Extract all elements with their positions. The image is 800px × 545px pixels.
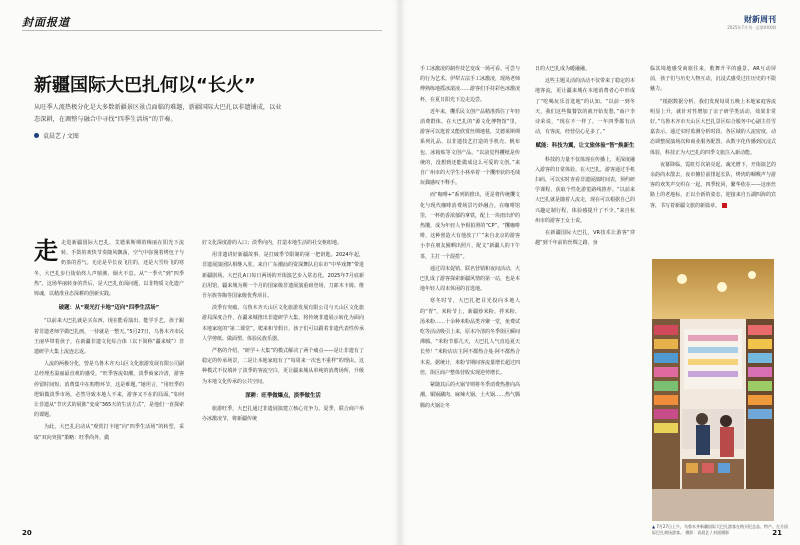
subhead-1: 破题：从“观光打卡地”迈向“四季生活场” — [58, 305, 160, 312]
bazaar-shop-photo — [652, 259, 774, 521]
paragraph: 日的大巴扎成为暖融融。 — [535, 66, 591, 72]
paragraph: 严格的介绍，“研学＋大集”的模式解决了两个痛点——是让非遗有了稳定的传承场景，二是让本地家庭有了“每周来一次也不重样”的理由。这种模式不仅填补了淡季的客流空白，更让疆来城从单纯的消费场所，升级为本地文化传承的公共空间。 — [202, 348, 364, 385]
article-title: 新疆国际大巴扎何以“长火” — [34, 75, 256, 96]
byline — [34, 131, 79, 140]
closing-text: 夜幕降临，霓虹灯次第亮起，魂光增下，开街演艺的余韵尚未散去，夜市摊位前排起长队，烤肉的咽喉声与游客的欢笑声交织在一起。四季轮回，繁华依在——这座丝路上的老地标，正以全新的姿态，迎接来自五湖四海的宾客，书写着新疆文旅的新篇章。 — [650, 161, 776, 209]
magazine-brand — [727, 14, 776, 31]
paragraph: 紧随其后的火锅节则将冬季消费热推向高潮。铜锅涮肉、麻辣火锅、土火锅……热气腾腾的火锅让冬 — [420, 382, 520, 409]
column-5 — [650, 64, 776, 254]
paragraph: 近年来，攫乐民文创产品精准抓住了年轻消费群体。在大巴扎的“源文化博物馆”里，游客可以逛着又能欣赏丝绸地毯，艾德莱斯绸系列礼品、以非遗技艺打造的手机壳、帆布包、冰箱贴等文创产品。“以前觉得攫纸是传统的，没想到还能做成这么可爱的文创。”来自广州市的大学生小林举着一个攫形状的毛绒玩偶感叹不释手。 — [420, 108, 520, 187]
shop-interior-illustration — [652, 259, 774, 521]
end-mark-icon — [722, 203, 727, 208]
section-tag: 封面报道 — [22, 16, 70, 29]
paragraph: 临其境地感受商旅往来，歌舞升平的盛景。AR互动屏前，孩子们与历史人物互动，沉浸式感受过往历史的不限魅力。 — [650, 66, 776, 93]
paragraph: 旅游旺季，大巴扎通过非遗展演建立核心竞争力。夏季，联合商户举办冰激凌节，将新疆传统 — [202, 406, 364, 423]
issue-date: 2025年7月刊 · 总第XXX期 — [727, 25, 776, 30]
paragraph: 科技的力量不仅体现在传播上，更深度融入游客的日常体验。在大巴扎，游客通过手机扫码，可以实时查看非遗展演时间表，预约研学课程，获取个性化游览路线推荐。“以前来大巴扎就是随着人流走，现在可以根据自己的兴趣定制行程，体验感提升了不少。”来自杭州市的游客王女士说。 — [535, 156, 635, 224]
article-subtitle: 从旺季人流热极分化是大多数新疆景区景点面临的难题，新疆国际大巴扎以非遗铺成，以业态深耕，在调整与融合中寻找“四季生活场”的节奏。 — [34, 104, 282, 123]
column-4 — [535, 64, 635, 524]
lead-text: 走进新疆国际大巴扎，艾德莱斯绸的梅丽在阳光下流转，手鼓的欢快节奏随风飘荡，空气中弥漫着烤包子与奶茶的香气。无论是早长夜飞往的，还是大雪纷飞的寒冬，大巴扎步行街始终人声鼎沸，烟火不息。从“一季火”到“四季热”，这场华丽转身的背后，是大巴扎直面问题，以非物质文化遗产铸魂，以精准业态深耕的创新实践。 — [34, 240, 184, 298]
paragraph: 这些主题灵活的活动不仅带来了稳定的本地客流，更让疆来城在本地消费者心中形成了“吃喝玩乐首选地”的认知。“以前一到冬天，我们这些做餐饮的就开始发愁，”商户李诗荣说，“现在不一样了，一年四季都有活动，有客流，经营信心足多了。” — [535, 78, 635, 136]
paragraph: 手工冰激凌的制作技艺变成一场可看、可尝与的行为艺术。伊犁古法手工冰激凌，现场老师傅熟练地摇冰滚凌……游客们手持彩色冰激凌杯，在夏日阳光下边走边尝。 — [420, 66, 520, 103]
paragraph: 寒冬时节，大巴扎把目光投向本地人的“胃”，米粉节上，新疆炒米粉、拌米粉、汤米粉……十余种米粉品类齐聚一堂，免费试吃等活动吸引上来，原本冷清的冬季街区瞬间沸腾。“米粉节那几天，大巴扎人气直追夏天长势！”米粉店店主阿不都热合曼·阿不都热合木说。据统计，米粉节期间客流量增长超过四倍，街区商户整体营收实现逆势增长。 — [420, 298, 520, 376]
column-1 — [34, 238, 184, 524]
paragraph: “根据数据分析，我们发现每周五晚上本地家庭客流明显上升，就针对性增加了亲子研学类活动，效果非常好。”乌鲁木齐市天山区大巴扎景区综合服务中心副主任雪嘉表示。通过实时监测分析时段、各区域的人流密度，动态调整展演场次和商业服务配置。从数字化传播到沉浸式体验，科技正为大巴扎的四季文旅注入新动能。 — [650, 98, 776, 156]
column-2 — [202, 238, 364, 524]
subhead-2: 深耕：旺季做爆点，淡季做生活 — [245, 392, 321, 399]
page-number-right: 21 — [772, 529, 782, 537]
paragraph: “以前来大巴扎就是买东西，现在能看演出、能学手艺，孩子跟着非遗老师学做巴扎画，一待就是一整天。”5月27日，乌鲁木齐市民王丽华带着孩子，在新疆非遗文化综合体（以下简称“疆来城”）非遗研学大集上流连忘返。 — [34, 318, 184, 356]
paragraph: 而“咖啡+”系列的推出，更是将传统攫文化与现代咖啡消费场景巧妙融合。在咖啡馆里，一杯奶香浓郁的拿铁，配上一块雨出炉的热馕，成为年轻人争相拍照的“CP”。“攫咖啡啡，这种创造大有他放了广”来自北京的游客小李在朋友圈晒出照片，配文“新疆人的下午茶，主打一个混搭”。 — [420, 192, 520, 260]
column-3 — [420, 64, 520, 524]
photo-credit: 摄影：袁晨艺 / 封面摄影 — [685, 530, 730, 535]
paragraph: 好文化深度游的入口；淡季向内，打造本地生活的社交枢纽地。 — [202, 240, 343, 246]
paragraph: 人流的两极分化，曾是乌鲁木齐天山区文化旅游发展有限公司副总经理杰温丽最直观的感受。“旺季客流如潮，淡季商家冷清，游客停留时间短，消费集中在购物环节，这是难题。”她坦言，“用旺季的逻辑做淡季市场，必然导致本地人不来，游客又不在的局面。”如何让非遗从“节庆式的展陈”变成“365天的生活方式”，是他们一直探索的课题。 — [34, 361, 184, 419]
right-page — [400, 0, 800, 545]
page-number-left: 20 — [22, 529, 32, 537]
paragraph: 在新疆国际大巴扎，VR技术让游客“穿越”到千年前的丝绸之路，身 — [535, 230, 635, 247]
caption-marker-icon: ▲ — [652, 524, 656, 529]
paragraph — [650, 160, 776, 211]
dropcap: 走 — [34, 238, 58, 265]
subhead-3: 赋能：科技为翼，让文旅体验“智”焕新生 — [535, 143, 635, 150]
lead-paragraph — [34, 238, 184, 299]
photo-caption — [652, 524, 788, 536]
brand-logo: 财新周刊 — [744, 15, 776, 24]
paragraph: 通过周末促销、联名营销和夜间活动，大巴扎成了游客探索新疆风情的第一站，也是本地年轻人周末休闲的首选地。 — [420, 265, 520, 293]
paragraph: 为此，大巴扎启动从“观赏打卡地”向“四季生活场”的转型，采取“双向突围”策略：旺季尚外，做 — [34, 424, 184, 441]
paragraph: 用非遗讲好新疆故事，是打破季节限制的第一把钥匙。2024年起，非遗展演团队相继入驻。来自广东潮汕的资深舞队启东市“中华戏舞”带进新疆剧场。大巴扎A口每日两场的开街演艺步入常态化。2025年7月底新启用馆，疆来城为期一个月的国家级非遗展演重磅登场，刀郎木卡姆、维吾尔族等陶等国家级优秀项目。 — [202, 252, 364, 300]
paragraph: 淡季有突破。乌鲁木齐天山区文化旅游发展有限公司与天山区文化旅游局深度合作，在疆来城推出非遗研学大集，将传统非遗展示转化为面向本地家庭的“第二课堂”。爬来和节假日，孩子们可以跟着非遗代表性传承人学剪纸、做面塑、体验民族乐器。 — [202, 305, 364, 342]
byline-text: 袁晨艺 / 文图 — [43, 133, 79, 140]
section-rule — [22, 30, 382, 31]
caption-text: 7月27日上午，乌鲁木齐新疆国际大巴扎游客在购买纪念品、特产。左方国际巴扎商场游客。 — [652, 524, 788, 535]
byline-bullet-icon — [34, 133, 39, 138]
